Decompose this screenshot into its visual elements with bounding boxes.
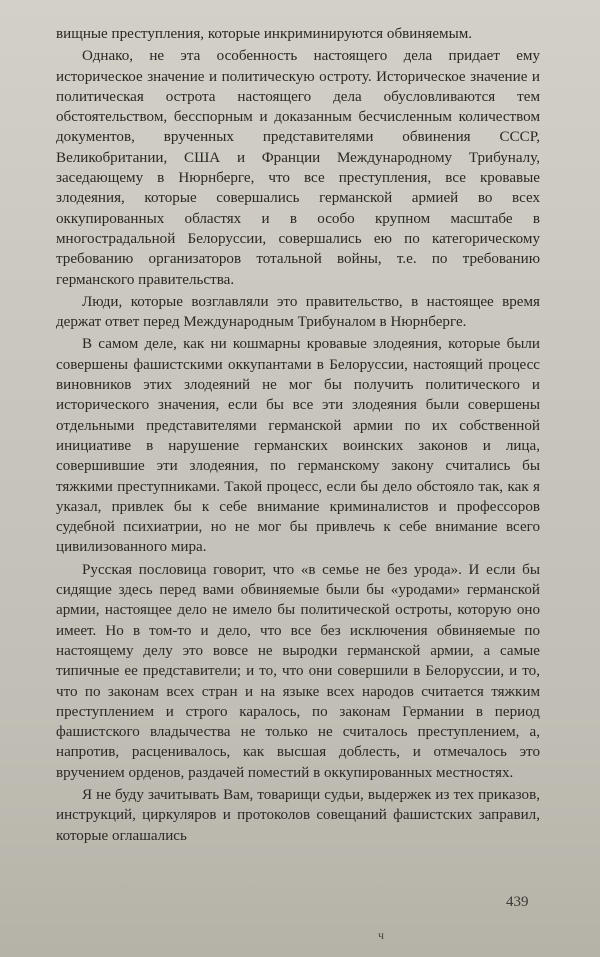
paragraph: Однако, не эта особенность настоящего дела придает ему историческое значение и политическую остроту. Историческое значение и политическая острота настоящего дела обусловливаются тем обстоятельством, бесспорным и доказанным бесчисленным количеством документов, врученных представителями обвинения СССР, Великобритании, США и Франции Международному Трибуналу, заседающему в Нюрнберге, что все преступления, все кровавые злодеяния, которые совершались германской армией во всех оккупированных областях и в особо крупном масштабе в многострадальной Белоруссии, совершались ею по категорическому требованию организаторов тотальной войны, т.е. по требованию германского правительства. <box>56 48 540 288</box>
paragraph: Русская пословица говорит, что «в семье не без урода». И если бы сидящие здесь перед вами обвиняемые были бы «уродами» германской армии, настоящее дело не имело бы политической остроты, которую оно имеет. Но в том-то и дело, что все без исключения обвиняемые по настоящему делу это вовсе не выродки германской армии, а самые типичные ее представители; и то, что они совершили в Белоруссии, и то, что по законам всех стран и на языке всех народов считается тяжким преступлением и строго каралось, по законам Германии в период фашистского владычества не только не считалось преступлением, а, напротив, расценивалось, как высшая доблесть, и отмечалось это вручением орденов, раздачей поместий в оккупированных местностях. <box>56 561 540 781</box>
bottom-mark: ч <box>378 928 385 942</box>
paragraph: В самом деле, как ни кошмарны кровавые злодеяния, которые были совершены фашистскими оккупантами в Белоруссии, настоящий процесс виновников этих злодеяний не мог бы получить политического и исторического значения, если бы все эти злодеяния были совершены отдельными представителями германской армии по их собственной инициативе в нарушение германских воинских законов и лица, совершившие эти злодеяния, по германскому закону считались бы тяжкими преступниками. Такой процесс, если бы дело обстояло так, как я указал, привлек бы к себе внимание криминалистов и профессоров судебной психиатрии, но не мог бы привлечь к себе внимание всего цивилизованного мира. <box>56 336 540 556</box>
page-number: 439 <box>506 894 529 910</box>
paragraph: Люди, которые возглавляли это правительство, в настоящее время держат ответ перед Международным Трибуналом в Нюрнберге. <box>56 293 540 331</box>
paragraph: Я не буду зачитывать Вам, товарищи судьи, выдержек из тех приказов, инструкций, циркуляров и протоколов совещаний фашистских заправил, которые оглашались <box>56 786 540 844</box>
body-text <box>56 24 540 846</box>
paragraph: вищные преступления, которые инкриминируются обвиняемым. <box>56 26 473 42</box>
